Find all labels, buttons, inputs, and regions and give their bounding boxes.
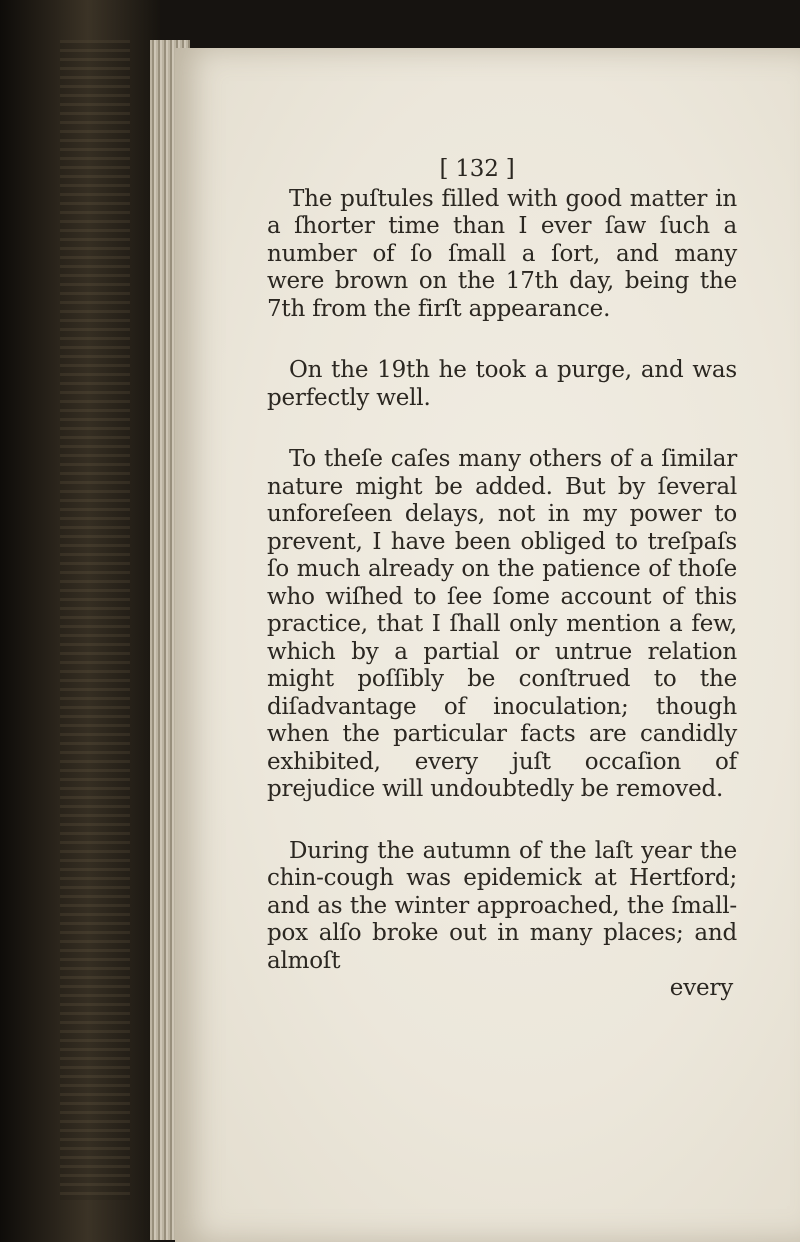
paragraph-1: The puſtules filled with good matter in a ſhorter time than I ever ſaw ſuch a number of ſo ſmall a ſort, and many were brown on the 17th day, being the 7th from the firſt appearance.	[267, 185, 737, 322]
catchword: every	[669, 975, 733, 1001]
paragraph-2: On the 19th he took a purge, and was perfectly well.	[267, 357, 737, 411]
paragraph-4: During the autumn of the laſt year the chin-cough was epidemick at Hertford; and as the winter approached, the ſmall-pox alſo broke out in many places; and almoſt	[267, 837, 737, 974]
book-page	[175, 48, 800, 1242]
paragraph-3: To theſe caſes many others of a ſimilar nature might be added. But by ſeveral unforeſeen delays, not in my power to prevent, I have been obliged to treſpaſs ſo much already on the patience of thoſe who wiſhed to ſee ſome account of this practice, that I ſhall only mention a few, which by a partial or untrue relation might poſſibly be conſtrued to the diſadvantage of inoculation; though when the particular facts are candidly exhibited, every juſt occaſion of prejudice will undoubtedly be removed.	[267, 446, 737, 802]
paragraph-gap	[267, 412, 737, 446]
page-text	[267, 156, 737, 1003]
book-cover	[0, 0, 160, 1242]
paragraph-gap	[267, 804, 737, 838]
paragraph-gap	[267, 323, 737, 357]
page-number-header: [ 132 ]	[439, 156, 515, 182]
